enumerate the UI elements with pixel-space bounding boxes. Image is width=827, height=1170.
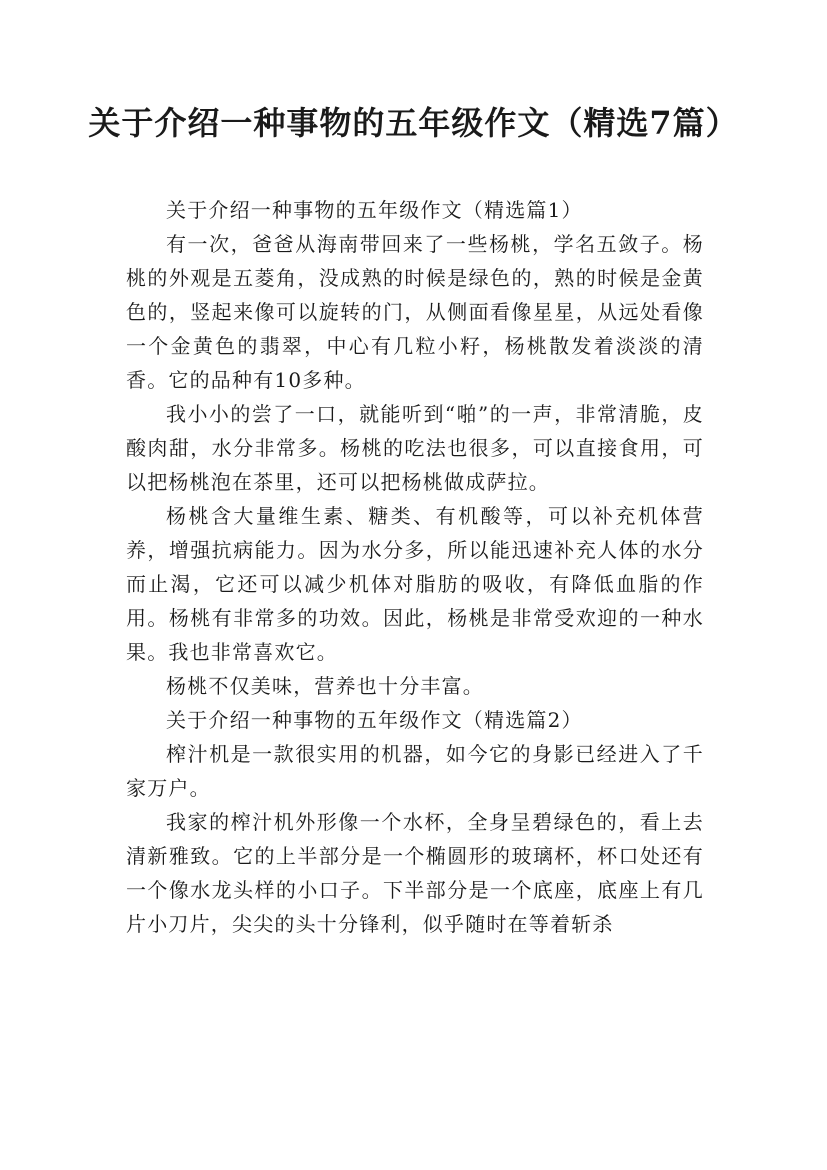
section-heading-1: 关于介绍一种事物的五年级作文（精选篇1） — [166, 198, 583, 222]
paragraph: 有一次，爸爸从海南带回来了一些杨桃，学名五敛子。杨桃的外观是五菱角，没成熟的时候是绿色的，熟的时候是金黄色的，竖起来像可以旋转的门，从侧面看像星星，从远处看像一个金黄色的翡翠，中心有几粒小籽，杨桃散发着淡淡的清香。它的品种有10多种。 — [126, 232, 704, 392]
paragraph: 杨桃含大量维生素、糖类、有机酸等，可以补充机体营养，增强抗病能力。因为水分多，所以能迅速补充人体的水分而止渴，它还可以减少机体对脂肪的吸收，有降低血脂的作用。杨桃有非常多的功效。因此，杨桃是非常受欢迎的一种水果。我也非常喜欢它。 — [126, 504, 704, 664]
section-heading-2: 关于介绍一种事物的五年级作文（精选篇2） — [166, 708, 583, 732]
paragraph: 我小小的尝了一口，就能听到“啪”的一声，非常清脆，皮酸肉甜，水分非常多。杨桃的吃法也很多，可以直接食用，可以把杨桃泡在茶里，还可以把杨桃做成萨拉。 — [126, 402, 704, 494]
article-body — [126, 193, 704, 941]
paragraph: 我家的榨汁机外形像一个水杯，全身呈碧绿色的，看上去清新雅致。它的上半部分是一个椭圆形的玻璃杯，杯口处还有一个像水龙头样的小口子。下半部分是一个底座，底座上有几片小刀片，尖尖的头十分锋利，似乎随时在等着斩杀 — [126, 810, 704, 936]
page-title: 关于介绍一种事物的五年级作文（精选7篇） — [88, 104, 739, 142]
paragraph: 杨桃不仅美味，营养也十分丰富。 — [166, 674, 484, 698]
paragraph: 榨汁机是一款很实用的机器，如今它的身影已经进入了千家万户。 — [126, 742, 704, 800]
